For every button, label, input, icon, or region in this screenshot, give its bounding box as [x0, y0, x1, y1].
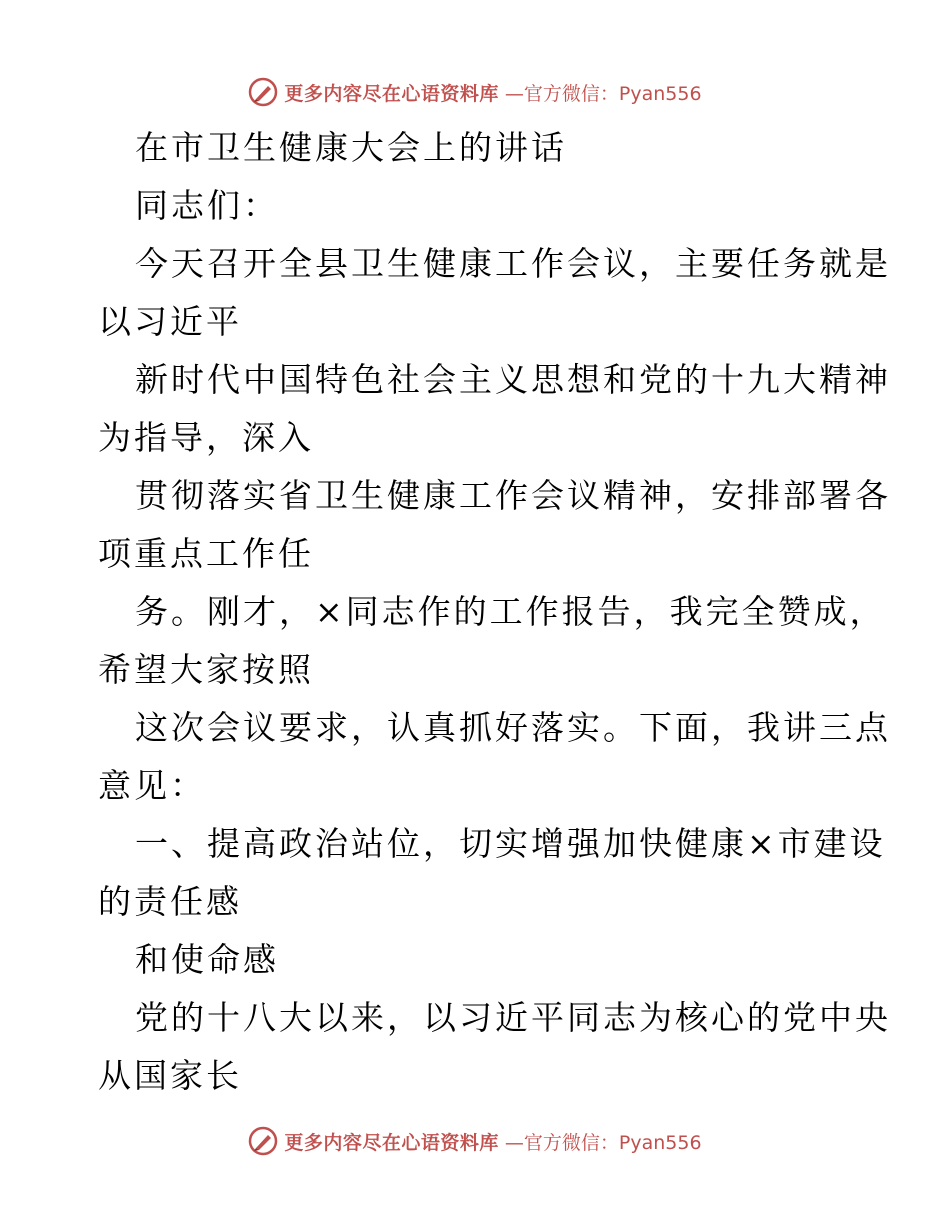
section-heading-line: 一、提高政治站位，切实增强加快健康×市建设 [135, 824, 886, 863]
pen-logo-icon [248, 77, 278, 107]
paragraph-line: 这次会议要求，认真抓好落实。下面，我讲三点 [135, 708, 891, 747]
document-title: 在市卫生健康大会上的讲话 [135, 128, 567, 167]
paragraph-line: 以习近平 [98, 302, 242, 341]
paragraph-line: 从国家长 [98, 1056, 242, 1095]
salutation: 同志们： [135, 186, 279, 225]
paragraph-line: 党的十八大以来，以习近平同志为核心的党中央 [135, 998, 891, 1037]
paragraph-line: 希望大家按照 [98, 650, 314, 689]
banner-contact-text: —官方微信：Pyan556 [504, 82, 702, 105]
paragraph-line: 项重点工作任 [98, 534, 314, 573]
pen-logo-icon [248, 1126, 278, 1156]
section-heading-line: 和使命感 [135, 940, 279, 979]
section-heading-line: 的责任感 [98, 882, 242, 921]
banner-brand-text: 更多内容尽在心语资料库 [284, 1131, 499, 1154]
banner-brand-text: 更多内容尽在心语资料库 [284, 82, 499, 105]
banner-contact-text: —官方微信：Pyan556 [504, 1131, 702, 1154]
paragraph-line: 贯彻落实省卫生健康工作会议精神，安排部署各 [135, 476, 891, 515]
paragraph-line: 务。刚才，×同志作的工作报告，我完全赞成， [135, 592, 886, 631]
paragraph-line: 意见： [98, 766, 206, 805]
paragraph-line: 为指导，深入 [98, 418, 314, 457]
paragraph-line: 新时代中国特色社会主义思想和党的十九大精神 [135, 360, 891, 399]
footer-watermark-banner [0, 1121, 950, 1161]
header-watermark-banner [0, 72, 950, 112]
paragraph-line: 今天召开全县卫生健康工作会议，主要任务就是 [135, 244, 891, 283]
